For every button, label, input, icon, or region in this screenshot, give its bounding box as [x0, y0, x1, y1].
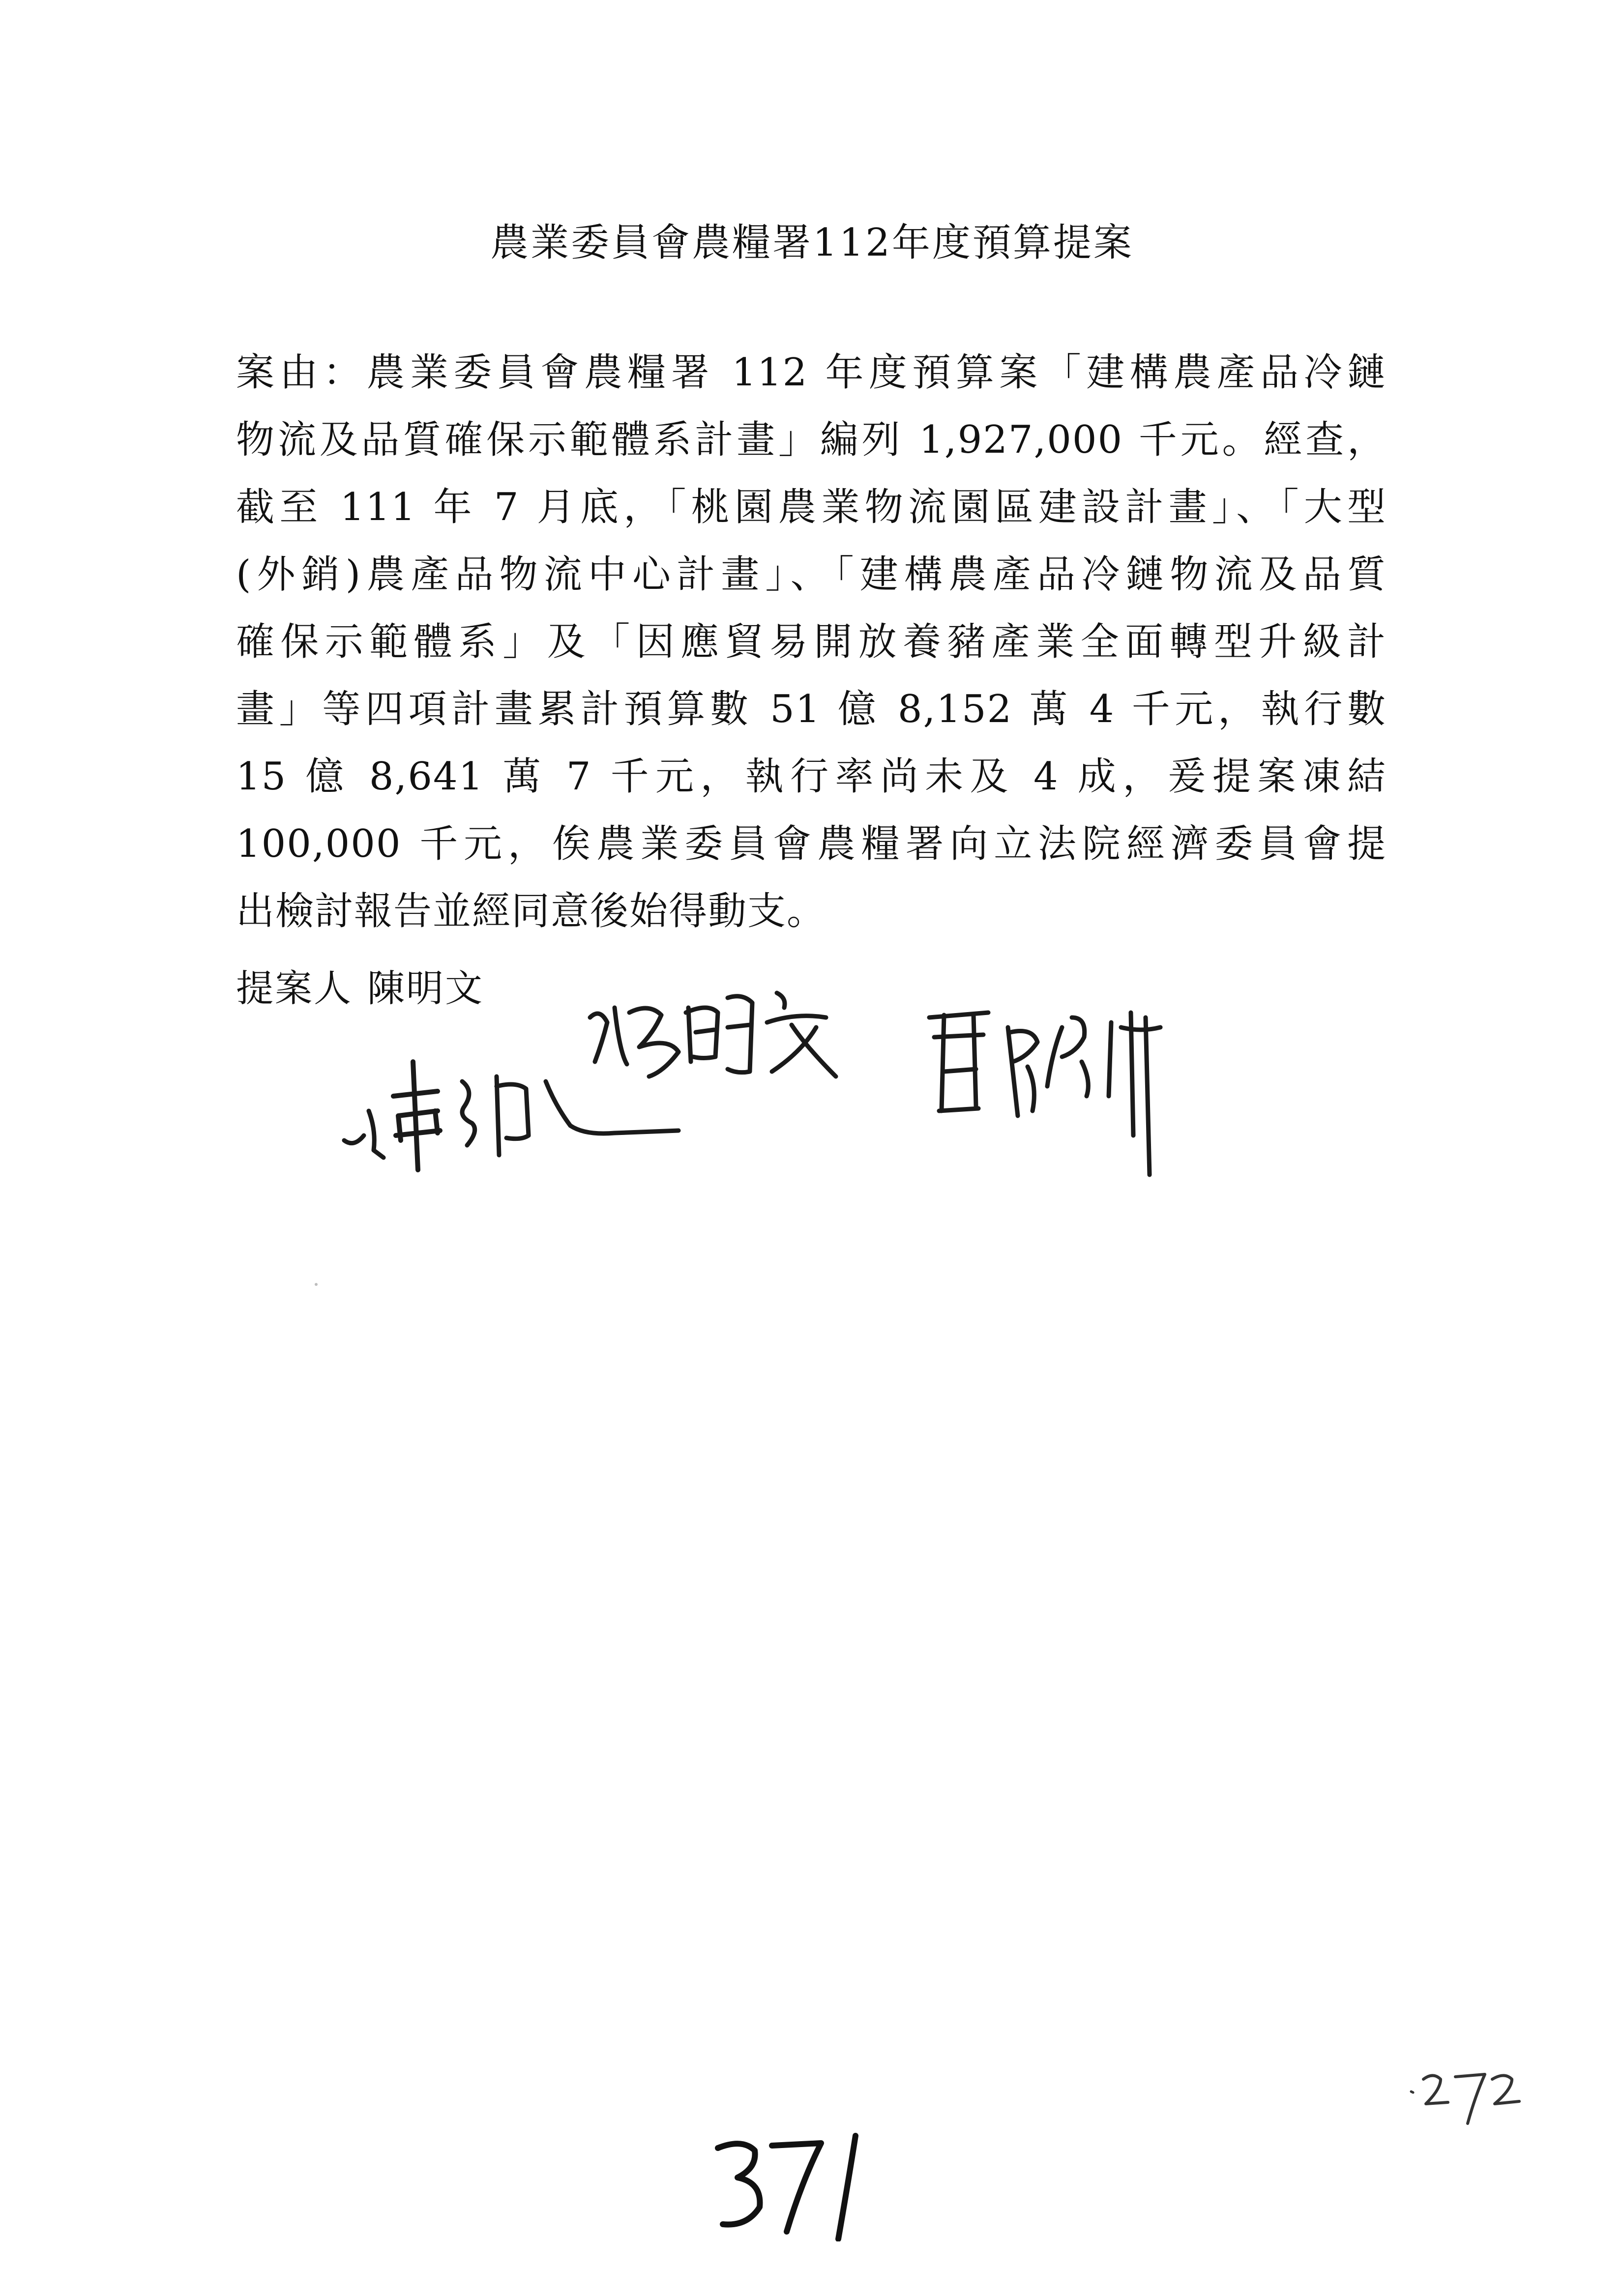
body-line: 案由：農業委員會農糧署 112 年度預算案「建構農產品冷鏈 — [236, 350, 1387, 395]
body-line: 出檢討報告並經同意後始得動支。 — [236, 889, 827, 933]
body-line: 確保示範體系」及「因應貿易開放養豬產業全面轉型升級計 — [236, 620, 1387, 664]
document-title: 農業委員會農糧署112年度預算提案 — [490, 221, 1134, 265]
signature-2 — [339, 1042, 683, 1180]
scan-speck — [315, 1283, 318, 1286]
body-line: (外銷)農產品物流中心計畫」、「建構農產品冷鏈物流及品質 — [236, 552, 1387, 597]
proposer-name: 陳明文 — [367, 966, 484, 1010]
body-line: 截至 111 年 7 月底，「桃園農業物流園區建設計畫」、「大型 — [236, 485, 1387, 529]
body-line: 物流及品質確保示範體系計畫」編列 1,927,000 千元。經查， — [236, 418, 1387, 462]
body-line: 15 億 8,641 萬 7 千元，執行率尚未及 4 成，爰提案凍結 — [236, 755, 1387, 799]
body-line: 100,000 千元，俟農業委員會農糧署向立法院經濟委員會提 — [236, 822, 1387, 866]
handwritten-corner-number — [1406, 2057, 1534, 2126]
signature-3 — [915, 998, 1190, 1185]
proposer-label: 提案人 — [236, 966, 353, 1010]
handwritten-page-number — [708, 2128, 875, 2241]
body-line: 畫」等四項計畫累計預算數 51 億 8,152 萬 4 千元，執行數 — [236, 687, 1387, 731]
proposer-line — [236, 959, 484, 1012]
proposal-body — [236, 339, 1387, 945]
